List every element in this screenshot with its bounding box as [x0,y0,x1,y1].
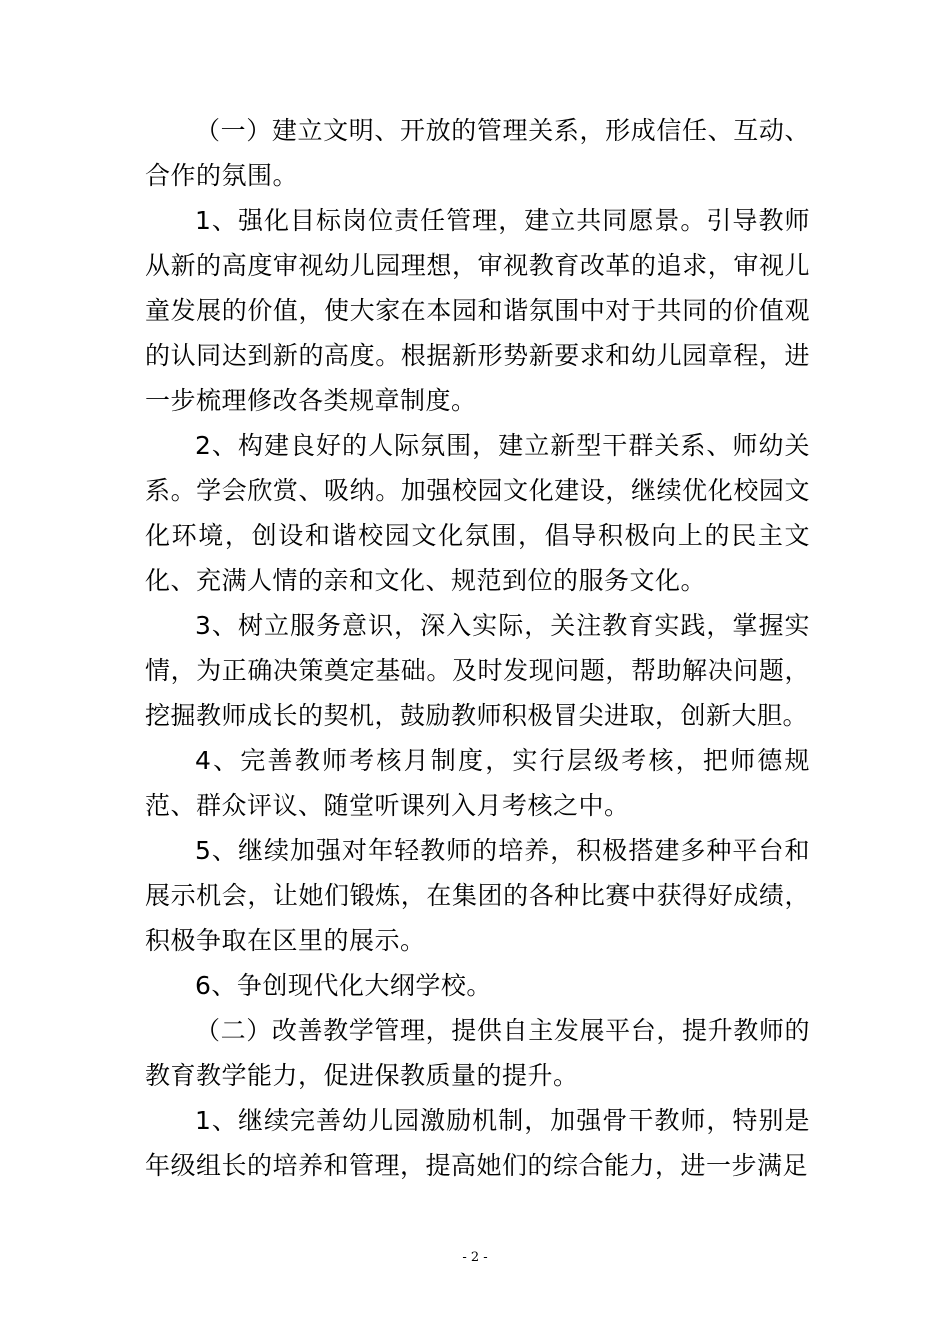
section-heading-2: （二）改善教学管理，提供自主发展平台，提升教师的教育教学能力，促进保教质量的提升。 [145,1016,810,1090]
paragraph-item-2: 2、构建良好的人际氛围，建立新型干群关系、师幼关系。学会欣赏、吸纳。加强校园文化建设，继续优化校园文化环境，创设和谐校园文化氛围，倡导积极向上的民主文化、充满人情的亲和文化、规范到位的服务文化。 [145,431,810,595]
page-number: - 2 - [462,1250,488,1265]
paragraph-item-6: 6、争创现代化大纲学校。 [195,971,492,1000]
paragraph-item-3: 3、树立服务意识，深入实际，关注教育实践，掌握实情，为正确决策奠定基础。及时发现问题，帮助解决问题，挖掘教师成长的契机，鼓励教师积极冒尖进取，创新大胆。 [145,611,810,730]
section-heading-1: （一）建立文明、开放的管理关系，形成信任、互动、合作的氛围。 [145,116,810,190]
paragraph-item-5: 5、继续加强对年轻教师的培养，积极搭建多种平台和展示机会，让她们锻炼，在集团的各种比赛中获得好成绩，积极争取在区里的展示。 [145,836,810,955]
paragraph-item-4: 4、完善教师考核月制度，实行层级考核，把师德规范、群众评议、随堂听课列入月考核之中。 [145,746,810,820]
paragraph-item-1: 1、强化目标岗位责任管理，建立共同愿景。引导教师从新的高度审视幼儿园理想，审视教育改革的追求，审视儿童发展的价值，使大家在本园和谐氛围中对于共同的价值观的认同达到新的高度。根据新形势新要求和幼儿园章程，进一步梳理修改各类规章制度。 [145,206,810,415]
document-body [145,108,810,1188]
paragraph-item-7: 1、继续完善幼儿园激励机制，加强骨干教师，特别是年级组长的培养和管理，提高她们的综合能力，进一步满足 [145,1106,810,1180]
